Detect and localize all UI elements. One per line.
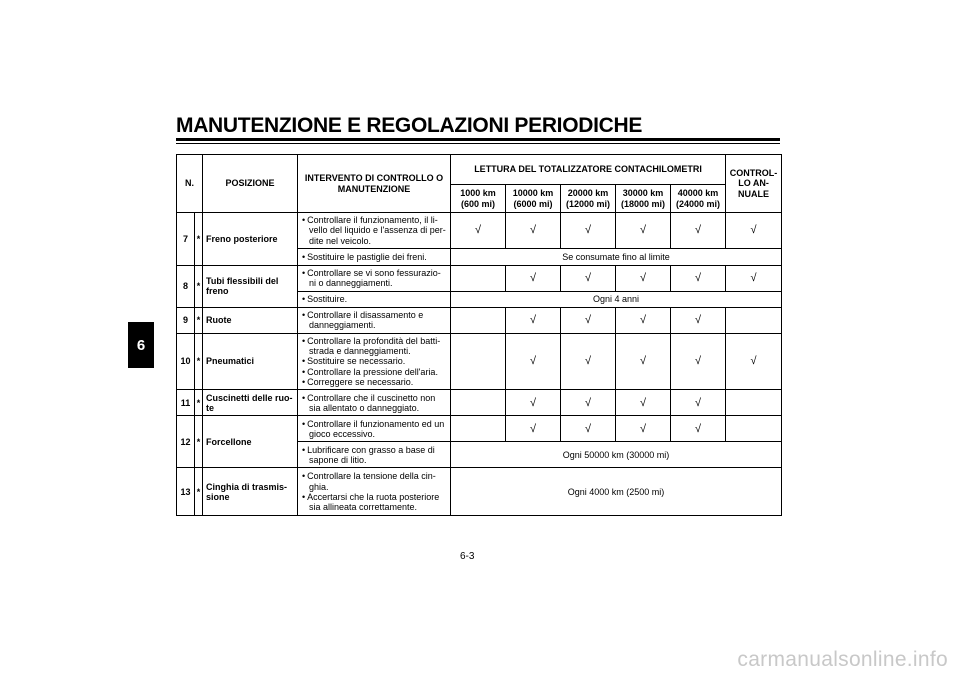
row-position: Forcellone: [203, 416, 298, 468]
empty-cell: [726, 390, 782, 416]
star-mark: *: [195, 213, 203, 266]
watermark: carmanualsonline.info: [737, 648, 948, 671]
header-km-col: [451, 185, 506, 213]
star-mark: *: [195, 333, 203, 390]
check-mark: √: [561, 416, 616, 442]
header-intervention: INTERVENTO DI CONTROLLO O MANUTENZIONE: [298, 155, 451, 213]
row-number: 12: [177, 416, 195, 468]
empty-cell: [451, 416, 506, 442]
row-intervention: [298, 213, 451, 249]
header-km-col: [506, 185, 561, 213]
bullet-item: • Controllare la pressione dell'aria.: [301, 367, 447, 377]
check-mark: √: [616, 416, 671, 442]
check-mark: √: [616, 266, 671, 292]
check-mark: √: [671, 390, 726, 416]
check-mark: √: [561, 390, 616, 416]
bullet-item: • Correggere se necessario.: [301, 377, 447, 387]
bullet-item: • Controllare la tensione della cin-ghia.: [301, 471, 447, 492]
header-mi: (12000 mi): [565, 198, 611, 209]
header-mi: (6000 mi): [513, 198, 553, 209]
header-km-col: [561, 185, 616, 213]
check-mark: √: [616, 213, 671, 249]
check-mark: √: [726, 333, 782, 390]
interval-note: Ogni 4000 km (2500 mi): [451, 468, 782, 516]
header-km-col: [616, 185, 671, 213]
header-km: 40000 km: [677, 188, 719, 199]
star-mark: *: [195, 307, 203, 333]
check-mark: √: [671, 266, 726, 292]
bullet-item: • Controllare se vi sono fessurazio-ni o danneggiamenti.: [301, 268, 447, 289]
row-intervention: [298, 442, 451, 468]
header-mi: (600 mi): [460, 198, 495, 209]
check-mark: √: [561, 213, 616, 249]
empty-cell: [451, 390, 506, 416]
chapter-tab: 6: [128, 322, 154, 368]
interval-note: Se consumate fino al limite: [451, 249, 782, 266]
star-mark: *: [195, 416, 203, 468]
row-number: 7: [177, 213, 195, 266]
row-intervention: [298, 416, 451, 442]
table-row: [177, 468, 782, 516]
bullet-item: • Controllare il disassamento e danneggiamenti.: [301, 310, 447, 331]
row-number: 10: [177, 333, 195, 390]
bullet-item: • Controllare il funzionamento ed un gioco eccessivo.: [301, 419, 447, 440]
check-mark: √: [506, 266, 561, 292]
check-mark: √: [671, 333, 726, 390]
header-mi: (18000 mi): [620, 198, 666, 209]
star-mark: *: [195, 468, 203, 516]
check-mark: √: [506, 416, 561, 442]
bullet-item: • Controllare che il cuscinetto non sia allentato o danneggiato.: [301, 393, 447, 414]
header-km: 1000 km: [460, 188, 496, 199]
bullet-item: • Sostituire le pastiglie dei freni.: [301, 252, 447, 262]
star-mark: *: [195, 390, 203, 416]
empty-cell: [726, 416, 782, 442]
check-mark: √: [726, 266, 782, 292]
check-mark: √: [726, 213, 782, 249]
row-intervention: [298, 390, 451, 416]
star-mark: *: [195, 266, 203, 308]
row-position: Cinghia di trasmis-sione: [203, 468, 298, 516]
table-row: [177, 307, 782, 333]
check-mark: √: [616, 307, 671, 333]
row-intervention: [298, 291, 451, 307]
bullet-item: • Accertarsi che la ruota posteriore sia allineata correttamente.: [301, 492, 447, 513]
title-rule-thin: [176, 143, 780, 144]
header-odometer: LETTURA DEL TOTALIZZATORE CONTACHILOMETRI: [451, 155, 726, 185]
header-n: N.: [177, 155, 203, 213]
page-number: 6-3: [460, 551, 475, 562]
title-rule: [176, 138, 780, 141]
check-mark: √: [561, 266, 616, 292]
empty-cell: [451, 333, 506, 390]
row-position: Ruote: [203, 307, 298, 333]
table-row: [177, 266, 782, 292]
header-km: 30000 km: [622, 188, 664, 199]
header-km: 10000 km: [512, 188, 554, 199]
row-intervention: [298, 468, 451, 516]
check-mark: √: [616, 333, 671, 390]
table-row: [177, 416, 782, 442]
maintenance-table: [176, 154, 782, 516]
row-number: 9: [177, 307, 195, 333]
bullet-item: • Controllare il funzionamento, il li-vello del liquido e l'assenza di per-dite nel veicolo.: [301, 215, 447, 246]
page-title: MANUTENZIONE E REGOLAZIONI PERIODICHE: [176, 114, 643, 137]
check-mark: √: [506, 307, 561, 333]
check-mark: √: [561, 307, 616, 333]
row-number: 11: [177, 390, 195, 416]
row-intervention: [298, 333, 451, 390]
row-number: 13: [177, 468, 195, 516]
check-mark: √: [671, 307, 726, 333]
row-position: Cuscinetti delle ruo-te: [203, 390, 298, 416]
header-mi: (24000 mi): [676, 198, 721, 209]
header-km: 20000 km: [567, 188, 609, 199]
row-position: Freno posteriore: [203, 213, 298, 266]
header-km-col: [671, 185, 726, 213]
row-intervention: [298, 307, 451, 333]
header-position: POSIZIONE: [203, 155, 298, 213]
row-intervention: [298, 266, 451, 292]
check-mark: √: [671, 416, 726, 442]
check-mark: √: [451, 213, 506, 249]
interval-note: Ogni 4 anni: [451, 291, 782, 307]
interval-note: Ogni 50000 km (30000 mi): [451, 442, 782, 468]
bullet-item: • Sostituire se necessario.: [301, 356, 447, 366]
row-position: Pneumatici: [203, 333, 298, 390]
check-mark: √: [671, 213, 726, 249]
bullet-item: • Sostituire.: [301, 294, 447, 304]
row-position: Tubi flessibili del freno: [203, 266, 298, 308]
empty-cell: [451, 266, 506, 292]
check-mark: √: [616, 390, 671, 416]
row-intervention: [298, 249, 451, 266]
bullet-item: • Lubrificare con grasso a base di sapone di litio.: [301, 445, 447, 466]
table-row: [177, 333, 782, 390]
check-mark: √: [506, 390, 561, 416]
empty-cell: [726, 307, 782, 333]
bullet-item: • Controllare la profondità del batti-strada e danneggiamenti.: [301, 336, 447, 357]
check-mark: √: [561, 333, 616, 390]
check-mark: √: [506, 213, 561, 249]
check-mark: √: [506, 333, 561, 390]
table-row: [177, 390, 782, 416]
table-row: [177, 213, 782, 249]
row-number: 8: [177, 266, 195, 308]
header-annual: CONTROL-LO AN-NUALE: [726, 155, 782, 213]
empty-cell: [451, 307, 506, 333]
